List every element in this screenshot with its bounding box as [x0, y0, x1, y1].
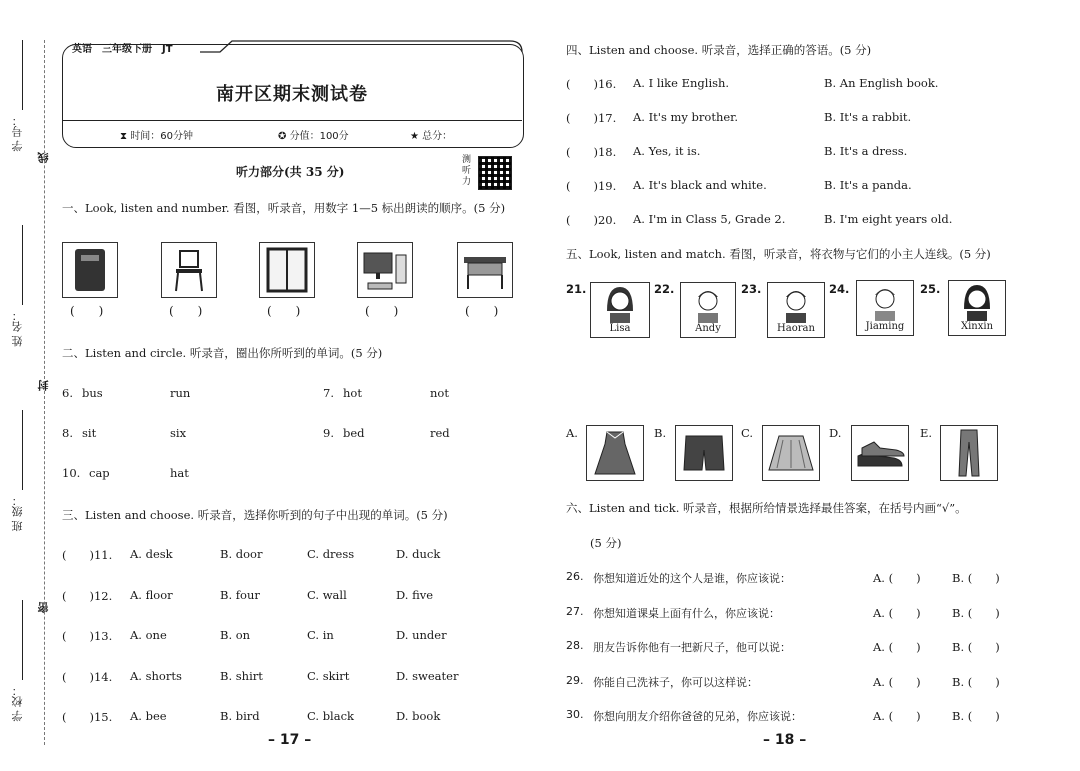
q28-option-a[interactable]: A. ( ): [873, 640, 921, 654]
q18-option-a: A. Yes, it is.: [633, 144, 701, 158]
q29-question: 你能自己洗袜子，你可以这样说：: [593, 676, 758, 689]
qr-code-icon[interactable]: [478, 156, 512, 190]
boy-icon: [768, 283, 824, 323]
exam-total-text: 总分：: [422, 131, 453, 142]
section1-picture-1: [62, 242, 118, 298]
q15-option-c: C. black: [307, 709, 355, 723]
q9-option-b[interactable]: red: [430, 426, 450, 440]
person-name-jiaming: Jiaming: [865, 321, 905, 332]
q26-number: 26.: [566, 570, 584, 583]
clothes-card-a[interactable]: [586, 425, 644, 481]
person-card-andy[interactable]: [680, 282, 736, 338]
student-no-line: [22, 40, 23, 110]
section1-picture-4: [357, 242, 413, 298]
q23-number: 23.: [741, 282, 762, 296]
q14-option-b: B. shirt: [220, 669, 263, 683]
q17-answer-box[interactable]: ( )17.: [566, 111, 617, 125]
listening-title: 听力部分(共 35 分): [236, 165, 345, 179]
seal-char-1: 线: [37, 152, 50, 163]
q15-option-b: B. bird: [220, 709, 260, 723]
q26-option-a[interactable]: A. ( ): [873, 571, 921, 585]
class-label: 班 级：: [11, 495, 24, 532]
hourglass-icon: ⧗: [120, 131, 128, 142]
q6-option-a[interactable]: bus: [82, 386, 103, 400]
person-name-haoran: Haoran: [777, 323, 815, 334]
clothes-card-d[interactable]: [851, 425, 909, 481]
school-line: [22, 600, 23, 680]
q13-option-a: A. one: [130, 628, 167, 642]
section1-picture-3: [259, 242, 315, 298]
q10-option-a[interactable]: cap: [89, 466, 110, 480]
person-name-andy: Andy: [695, 323, 721, 334]
clothes-card-e[interactable]: [940, 425, 998, 481]
medal-icon: ✪: [278, 131, 287, 142]
q16-option-a: A. I like English.: [633, 76, 730, 90]
q8-option-a[interactable]: sit: [82, 426, 97, 440]
q30-question: 你想向朋友介绍你爸爸的兄弟，你应该说：: [593, 710, 802, 723]
q13-option-c: C. in: [307, 628, 334, 642]
clothes-letter-b: B.: [654, 426, 667, 440]
header-divider: [62, 120, 522, 121]
q17-option-a: A. It's my brother.: [633, 110, 739, 124]
seal-char-3: 密: [37, 602, 50, 613]
q11-answer-box[interactable]: ( )11.: [62, 548, 113, 562]
name-label: 姓 名：: [11, 310, 24, 347]
q8-option-b[interactable]: six: [170, 426, 187, 440]
boy-icon: [857, 281, 913, 321]
q11-option-c: C. dress: [307, 547, 355, 561]
section1-paren-5[interactable]: ( ): [465, 304, 499, 318]
q27-option-a[interactable]: A. ( ): [873, 606, 921, 620]
q7-number: 7.: [323, 386, 334, 400]
exam-time-text: 时间：60分钟: [130, 131, 193, 142]
q9-number: 9.: [323, 426, 334, 440]
shoes-icon: [852, 426, 908, 480]
student-no-label: 学 号：: [11, 115, 24, 152]
section1-picture-5: [457, 242, 513, 298]
q22-number: 22.: [654, 282, 675, 296]
section2-title: 二、Listen and circle. 听录音，圈出你所听到的单词。(5 分): [62, 346, 383, 360]
person-name-lisa: Lisa: [609, 323, 631, 334]
exam-score-value: [278, 127, 349, 142]
girl-icon: [591, 283, 649, 323]
section1-paren-3[interactable]: ( ): [267, 304, 301, 318]
q19-option-b: B. It's a panda.: [824, 178, 912, 192]
q7-option-a[interactable]: hot: [343, 386, 362, 400]
window-icon: [260, 243, 314, 297]
chair-icon: [162, 243, 216, 297]
q16-option-b: B. An English book.: [824, 76, 939, 90]
q13-option-b: B. on: [220, 628, 251, 642]
q15-option-a: A. bee: [130, 709, 167, 723]
q29-number: 29.: [566, 674, 584, 687]
q8-number: 8.: [62, 426, 73, 440]
clothes-letter-a: A.: [566, 426, 578, 440]
q7-option-b[interactable]: not: [430, 386, 449, 400]
desk-icon: [458, 243, 512, 297]
section1-paren-4[interactable]: ( ): [365, 304, 399, 318]
shorts-icon: [676, 426, 732, 480]
name-line: [22, 225, 23, 305]
q27-number: 27.: [566, 605, 584, 618]
clothes-card-c[interactable]: [762, 425, 820, 481]
q30-option-a[interactable]: A. ( ): [873, 709, 921, 723]
person-card-lisa[interactable]: [590, 282, 650, 338]
q28-number: 28.: [566, 639, 584, 652]
q11-option-b: B. door: [220, 547, 263, 561]
dress-icon: [587, 426, 643, 480]
q17-option-b: B. It's a rabbit.: [824, 110, 912, 124]
q26-option-b[interactable]: B. ( ): [952, 571, 1000, 585]
cut-line: [44, 40, 45, 745]
q13-answer-box[interactable]: ( )13.: [62, 629, 113, 643]
q9-option-a[interactable]: bed: [343, 426, 365, 440]
clothes-letter-e: E.: [920, 426, 933, 440]
q29-option-b[interactable]: B. ( ): [952, 675, 1000, 689]
section3-title: 三、Listen and choose. 听录音，选择你听到的句子中出现的单词。(5 分): [62, 508, 448, 522]
q19-answer-box[interactable]: ( )19.: [566, 179, 617, 193]
q29-option-a[interactable]: A. ( ): [873, 675, 921, 689]
q18-option-b: B. It's a dress.: [824, 144, 908, 158]
boy-icon: [681, 283, 735, 323]
q20-option-b: B. I'm eight years old.: [824, 212, 953, 226]
q19-option-a: A. It's black and white.: [633, 178, 767, 192]
book-icon: [63, 243, 117, 297]
q12-option-c: C. wall: [307, 588, 347, 602]
exam-score-value-text: 分值：100分: [289, 131, 349, 142]
page-number-right: – 18 –: [763, 732, 807, 748]
section5-title: 五、Look, listen and match. 看图，听录音，将衣物与它们的小主人连线。(5 分): [566, 247, 991, 261]
person-card-haoran[interactable]: [767, 282, 825, 338]
q11-option-d: D. duck: [396, 547, 441, 561]
q15-option-d: D. book: [396, 709, 441, 723]
page-title: 南开区期末测试卷: [216, 84, 368, 105]
q10-option-b[interactable]: hat: [170, 466, 189, 480]
q11-option-a: A. desk: [130, 547, 173, 561]
pants-icon: [941, 426, 997, 480]
section1-title: 一、Look, listen and number. 看图，听录音，用数字 1—5 标出朗读的顺序。(5 分): [62, 201, 506, 215]
person-card-xinxin[interactable]: [948, 280, 1006, 336]
exam-time: [120, 127, 193, 142]
exam-total: [410, 127, 452, 142]
section1-paren-1[interactable]: ( ): [70, 304, 104, 318]
q14-option-a: A. shorts: [130, 669, 182, 683]
q14-answer-box[interactable]: ( )14.: [62, 670, 113, 684]
q28-option-b[interactable]: B. ( ): [952, 640, 1000, 654]
header-tag: 英语 三年级下册 JT: [72, 44, 173, 55]
school-label: 学 校：: [11, 685, 24, 722]
q12-answer-box[interactable]: ( )12.: [62, 589, 113, 603]
clothes-letter-c: C.: [741, 426, 754, 440]
clothes-card-b[interactable]: [675, 425, 733, 481]
person-name-xinxin: Xinxin: [960, 321, 994, 332]
section1-picture-2: [161, 242, 217, 298]
q6-number: 6.: [62, 386, 73, 400]
person-card-jiaming[interactable]: [856, 280, 914, 336]
q24-number: 24.: [829, 282, 850, 296]
q12-option-b: B. four: [220, 588, 260, 602]
q18-answer-box[interactable]: ( )18.: [566, 145, 617, 159]
clothes-letter-d: D.: [829, 426, 842, 440]
class-line: [22, 410, 23, 490]
q26-question: 你想知道近处的这个人是谁，你应该说：: [593, 572, 791, 585]
section6-title: 六、Listen and tick. 听录音，根据所给情景选择最佳答案，在括号内画“√”。: [566, 501, 967, 515]
page-number-left: – 17 –: [268, 732, 312, 748]
seal-char-2: 封: [37, 380, 50, 391]
computer-icon: [358, 243, 412, 297]
q12-option-a: A. floor: [130, 588, 173, 602]
q27-question: 你想知道课桌上面有什么，你应该说：: [593, 607, 780, 620]
q10-number: 10.: [62, 466, 81, 480]
q12-option-d: D. five: [396, 588, 434, 602]
section4-title: 四、Listen and choose. 听录音，选择正确的答语。(5 分): [566, 43, 872, 57]
skirt-icon: [763, 426, 819, 480]
q28-question: 朋友告诉你他有一把新尺子，他可以说：: [593, 641, 791, 654]
q13-option-d: D. under: [396, 628, 447, 642]
q14-option-c: C. skirt: [307, 669, 350, 683]
q15-answer-box[interactable]: ( )15.: [62, 710, 113, 724]
section1-paren-2[interactable]: ( ): [169, 304, 203, 318]
q27-option-b[interactable]: B. ( ): [952, 606, 1000, 620]
q20-option-a: A. I'm in Class 5, Grade 2.: [633, 212, 786, 226]
star-icon: ★: [410, 131, 419, 142]
q25-number: 25.: [920, 282, 941, 296]
qr-label: 测听力: [462, 155, 472, 187]
q6-option-b[interactable]: run: [170, 386, 191, 400]
q21-number: 21.: [566, 282, 587, 296]
q30-option-b[interactable]: B. ( ): [952, 709, 1000, 723]
section6-points: (5 分): [590, 536, 622, 550]
girl-icon: [949, 281, 1005, 321]
q16-answer-box[interactable]: ( )16.: [566, 77, 617, 91]
q20-answer-box[interactable]: ( )20.: [566, 213, 617, 227]
q14-option-d: D. sweater: [396, 669, 459, 683]
q30-number: 30.: [566, 708, 584, 721]
